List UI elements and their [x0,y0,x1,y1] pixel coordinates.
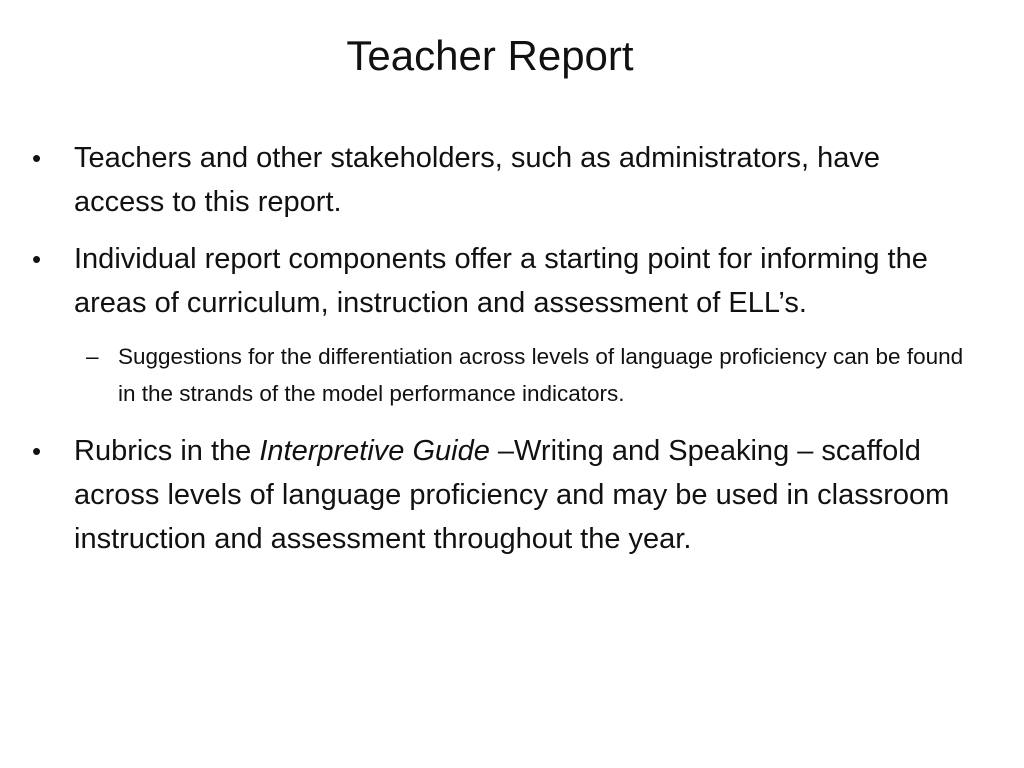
bullet-dot-icon: • [32,244,42,274]
bullet-text: Teachers and other stakeholders, such as administrators, have access to this report. [74,142,880,218]
bullet-item [30,237,970,325]
guide-title: Interpretive Guide [259,435,490,467]
slide-title: Teacher Report [346,32,634,79]
dash-icon: – [86,344,99,369]
bullet-dot-icon: • [32,143,42,173]
slide-body [30,136,970,574]
bullet-item [30,429,970,561]
bullet-item [30,136,970,224]
bullet-text-prefix: Rubrics in the [74,435,260,467]
bullet-dot-icon: • [32,436,42,466]
bullet-text-suffix: –Writing and Speaking – scaffold across levels of language proficiency and may be used in classroom instruction and assessment throughout the year. [74,435,950,555]
sub-bullet-item [86,338,970,412]
bullet-text: Individual report components offer a starting point for informing the areas of curriculum, instruction and assessment of ELL’s. [74,243,928,319]
sub-bullet-text: Suggestions for the differentiation across levels of language proficiency can be found in the strands of the model performance indicators. [118,344,964,406]
